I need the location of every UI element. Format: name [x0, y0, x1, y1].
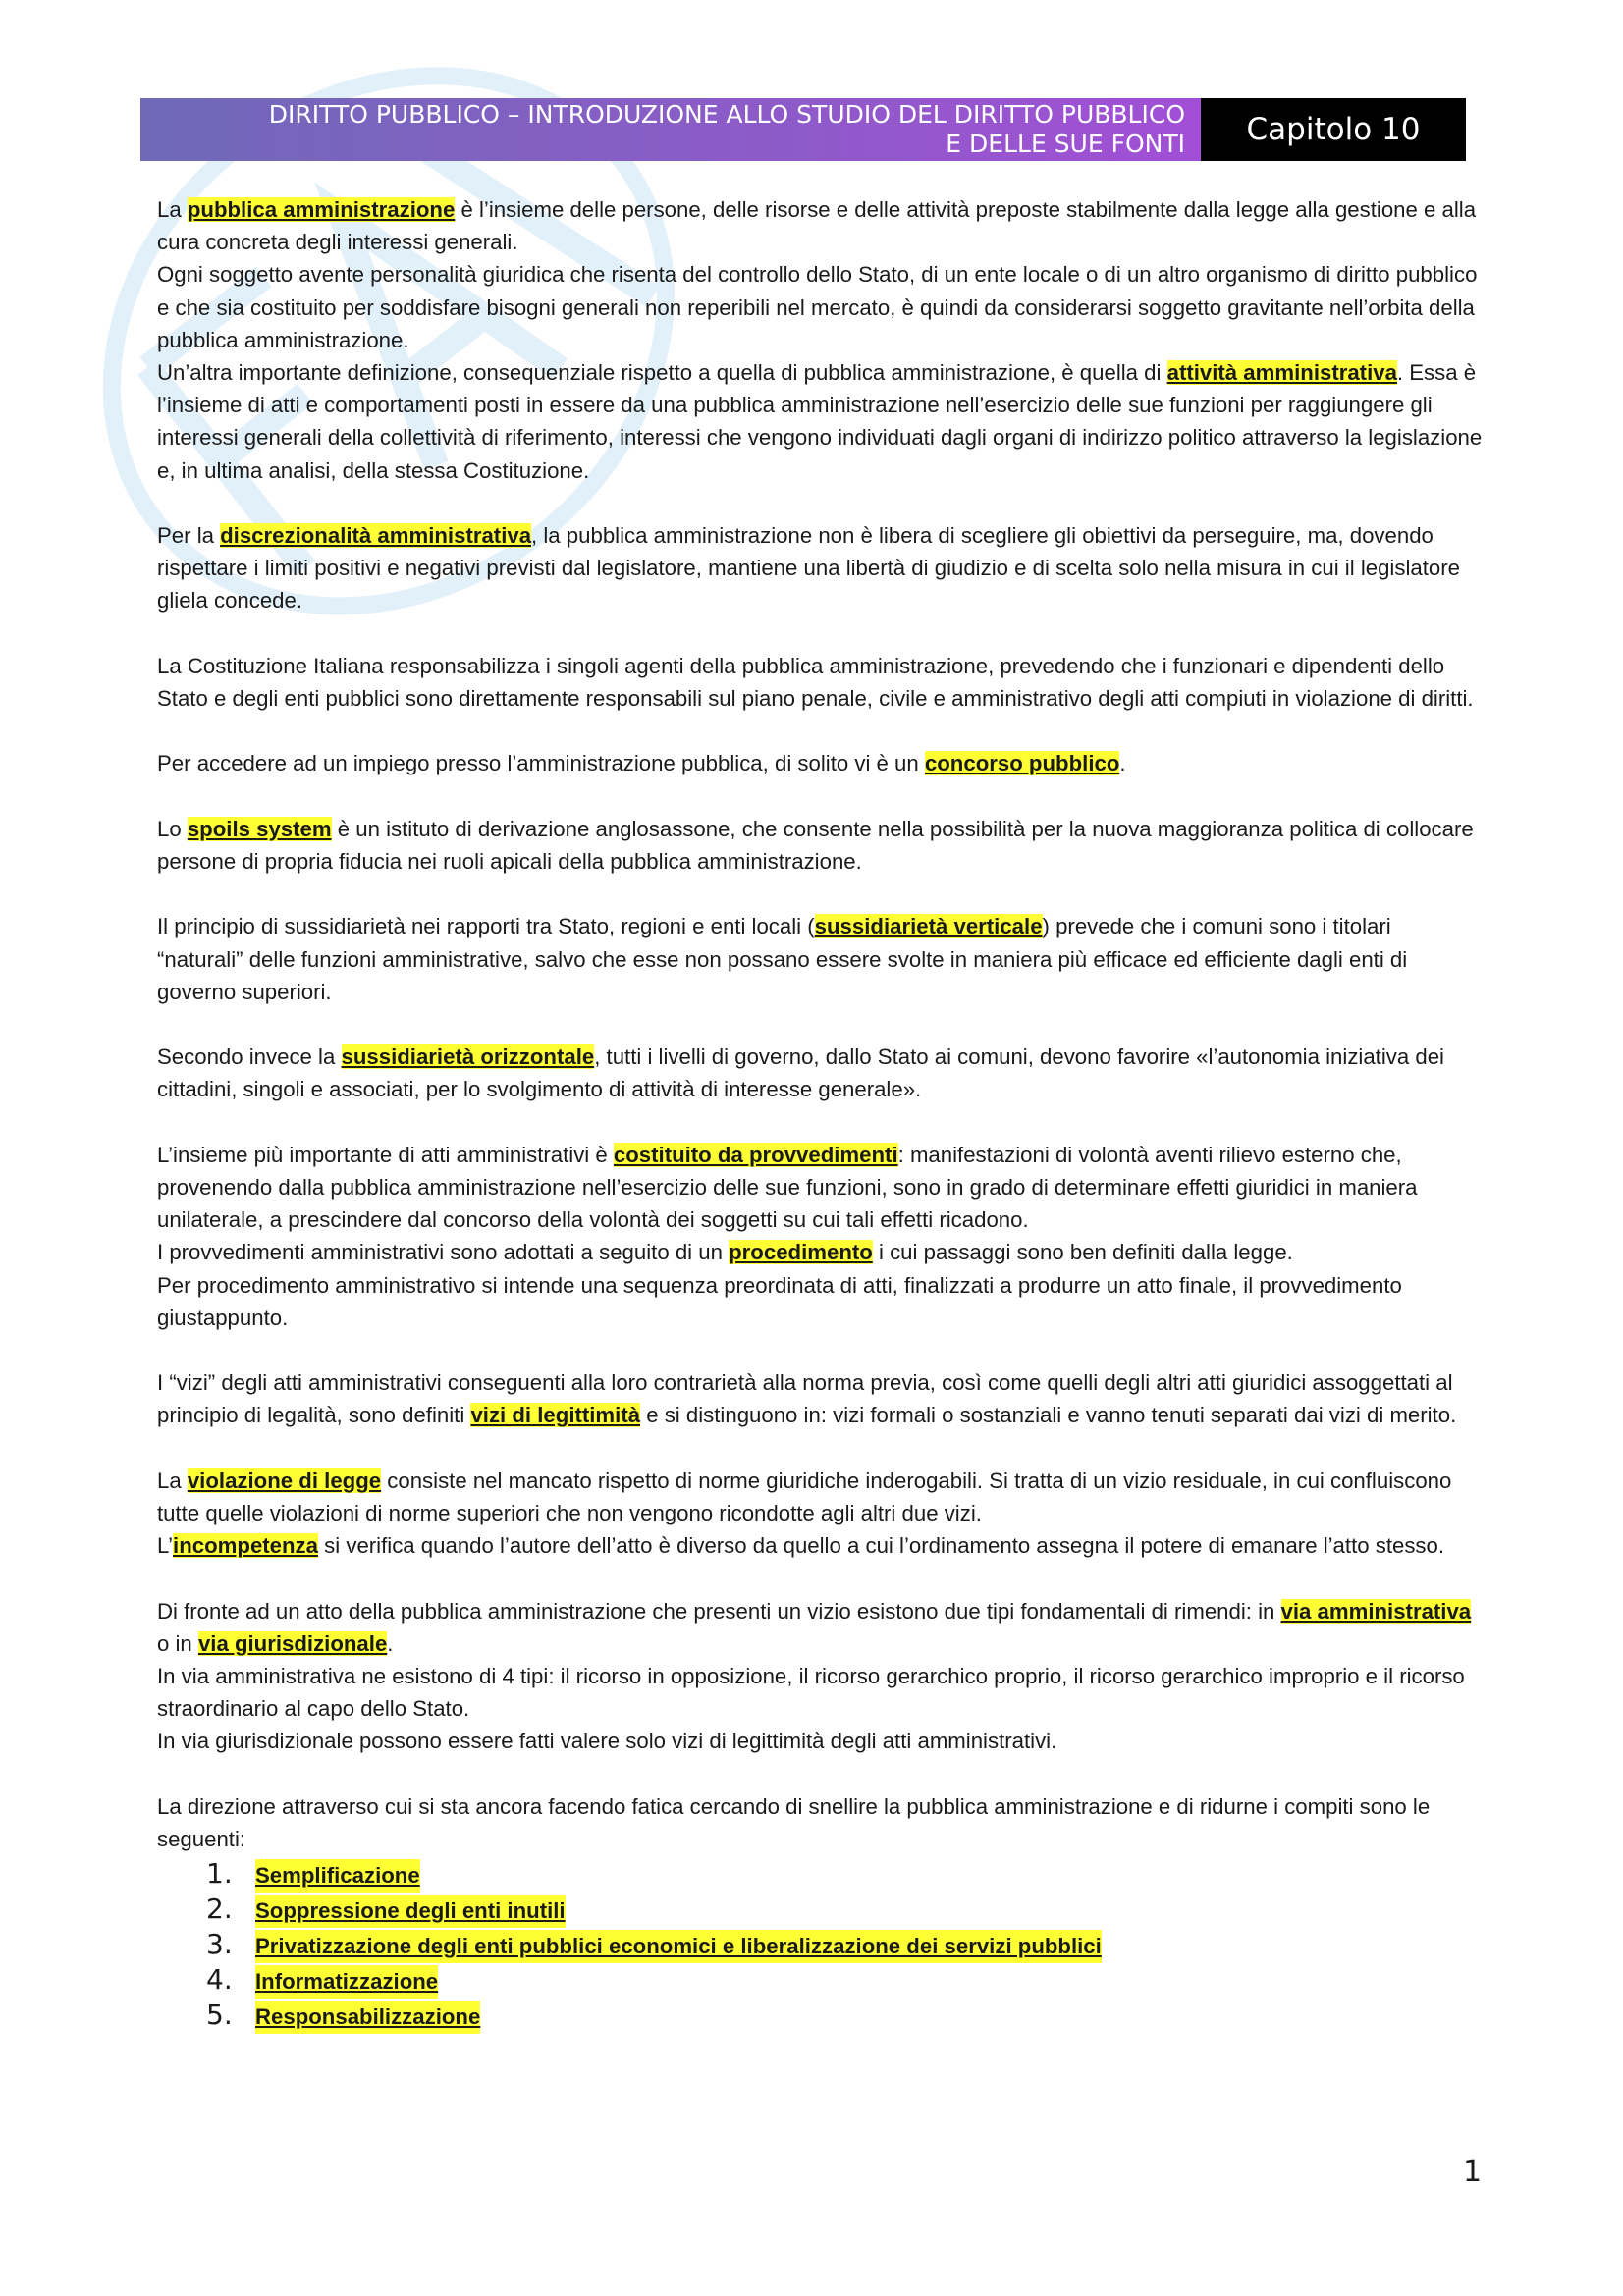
paragraph-sussidiarieta-orizzontale: Secondo invece la sussidiarietà orizzontale, tutti i livelli di governo, dallo Stato ai comuni, devono favorire «l’autonomia iniziativa dei cittadini, singoli e associati, per lo svolgimento di attività di interesse generale».: [157, 1044, 1444, 1102]
paragraph-rimedi: Di fronte ad un atto della pubblica amministrazione che presenti un vizio esistono due tipi fondamentali di rimendi: in via amministrativa o in via giurisdizionale. In via amministrativa ne esistono di 4 tipi: il ricorso in opposizione, il ricorso gerarchico proprio, il ricorso gerarchico improprio e il ricorso straordinario al capo dello Stato. In via giurisdizionale possono essere fatti valere solo vizi di legittimità degli atti amministrativi.: [157, 1598, 1472, 1754]
highlight-term: discrezionalità amministrativa: [220, 523, 532, 549]
highlight-term: pubblica amministrazione: [187, 197, 456, 222]
highlight-term: concorso pubblico: [924, 751, 1120, 776]
paragraph-concorso: Per accedere ad un impiego presso l’amministrazione pubblica, di solito vi è un concorso pubblico.: [157, 751, 1126, 776]
chapter-label: Capitolo 10: [1201, 98, 1466, 161]
header-title-line1: DIRITTO PUBBLICO – INTRODUZIONE ALLO STUDIO DEL DIRITTO PUBBLICO: [268, 100, 1185, 129]
paragraph-sussidiarieta-verticale: Il principio di sussidiarietà nei rapporti tra Stato, regioni e enti locali (sussidiarietà verticale) prevede che i comuni sono i titolari “naturali” delle funzioni amministrative, salvo che esse non possano essere svolte in maniera più efficace ed efficiente dagli enti di governo superiori.: [157, 914, 1408, 1004]
list-item: 2. Soppressione degli enti inutili: [157, 1893, 1483, 1928]
list-item: 1. Semplificazione: [157, 1857, 1483, 1893]
highlight-term: incompetenza: [173, 1533, 318, 1559]
highlight-term: vizi di legittimità: [470, 1403, 641, 1428]
paragraph-pubblica-amministrazione: La pubblica amministrazione è l’insieme delle persone, delle risorse e delle attività preposte stabilmente dalla legge alla gestione e alla cura concreta degli interessi generali. Ogni soggetto avente personalità giuridica che risenta del controllo dello Stato, di un ente locale o di un altro organismo di diritto pubblico e che sia costituito per soddisfare bisogni generali non reperibili nel mercato, è quindi da considerarsi soggetto gravitante nell’orbita della pubblica amministrazione. Un’altra importante definizione, consequenziale rispetto a quella di pubblica amministrazione, è quella di attività amministrativa. Essa è l’insieme di atti e comportamenti posti in essere da una pubblica amministrazione nell’esercizio delle sue funzioni per raggiungere gli interessi generali della collettività di riferimento, interessi che vengono individuati dagli organi di indirizzo politico attraverso la legislazione e, in ultima analisi, della stessa Costituzione.: [157, 197, 1483, 483]
paragraph-costituzione: La Costituzione Italiana responsabilizza i singoli agenti della pubblica amministrazione, prevedendo che i funzionari e dipendenti dello Stato e degli enti pubblici sono direttamente responsabili sul piano penale, civile e amministrativo degli atti compiuti in violazione di diritti.: [157, 653, 1474, 712]
paragraph-provvedimenti: L’insieme più importante di atti amministrativi è costituito da provvedimenti: manifestazioni di volontà aventi rilievo esterno che, provenendo dalla pubblica amministrazione nell’esercizio delle sue funzioni, sono in grado di determinare effetti giuridici in maniera unilaterale, a prescindere dal concorso della volontà dei soggetti su cui tali effetti ricadono. I provvedimenti amministrativi sono adottati a seguito di un procedimento i cui passaggi sono ben definiti dalla legge. Per procedimento amministrativo si intende una sequenza preordinata di atti, finalizzati a produrre un atto finale, il provvedimento giustappunto.: [157, 1142, 1418, 1330]
page-number: 1: [1463, 2155, 1483, 2189]
highlight-term: spoils system: [187, 816, 332, 841]
header-title-bar: [140, 98, 1201, 161]
list-item: 3. Privatizzazione degli enti pubblici economici e liberalizzazione dei servizi pubblici: [157, 1928, 1483, 1963]
paragraph-direzione: La direzione attraverso cui si sta ancora facendo fatica cercando di snellire la pubblica amministrazione e di ridurne i compiti sono le seguenti:: [157, 1793, 1431, 1851]
highlight-term: attività amministrativa: [1166, 360, 1397, 386]
page-header: [140, 98, 1466, 161]
paragraph-violazione-incompetenza: La violazione di legge consiste nel mancato rispetto di norme giuridiche inderogabili. Si tratta di un vizio residuale, in cui confluiscono tutte quelle violazioni di norme superiori che non vengono ricondotte agli altri due vizi. L’incompetenza si verifica quando l’autore dell’atto è diverso da quello a cui l’ordinamento assegna il potere di emanare l’atto stesso.: [157, 1468, 1452, 1559]
highlight-term: via giurisdizionale: [197, 1630, 388, 1656]
paragraph-discrezionalita: Per la discrezionalità amministrativa, la pubblica amministrazione non è libera di scegliere gli obiettivi da perseguire, ma, dovendo rispettare i limiti positivi e negativi previsti dal legislatore, mantiene una libertà di giudizio e di scelta solo nella misura in cui il legislatore gliela concede.: [157, 523, 1460, 614]
reform-list: [157, 1857, 1483, 2034]
header-title-line2: E DELLE SUE FONTI: [946, 130, 1185, 158]
highlight-term: via amministrativa: [1280, 1598, 1472, 1624]
paragraph-vizi: I “vizi” degli atti amministrativi conseguenti alla loro contrarietà alla norma previa, così come quelli degli altri atti giuridici assoggettati al principio di legalità, sono definiti vizi di legittimità e si distinguono in: vizi formali o sostanziali e vanno tenuti separati dai vizi di merito.: [157, 1370, 1457, 1428]
highlight-term: costituito da provvedimenti: [613, 1142, 898, 1167]
highlight-term: sussidiarietà verticale: [814, 914, 1043, 939]
highlight-term: procedimento: [729, 1240, 873, 1265]
document-body: [157, 193, 1483, 2034]
paragraph-spoils-system: Lo spoils system è un istituto di derivazione anglosassone, che consente nella possibilità per la nuova maggioranza politica di collocare persone di propria fiducia nei ruoli apicali della pubblica amministrazione.: [157, 816, 1474, 874]
list-item: 5. Responsabilizzazione: [157, 1999, 1483, 2034]
highlight-term: sussidiarietà orizzontale: [341, 1044, 595, 1070]
list-item: 4. Informatizzazione: [157, 1963, 1483, 1999]
highlight-term: violazione di legge: [187, 1468, 382, 1493]
